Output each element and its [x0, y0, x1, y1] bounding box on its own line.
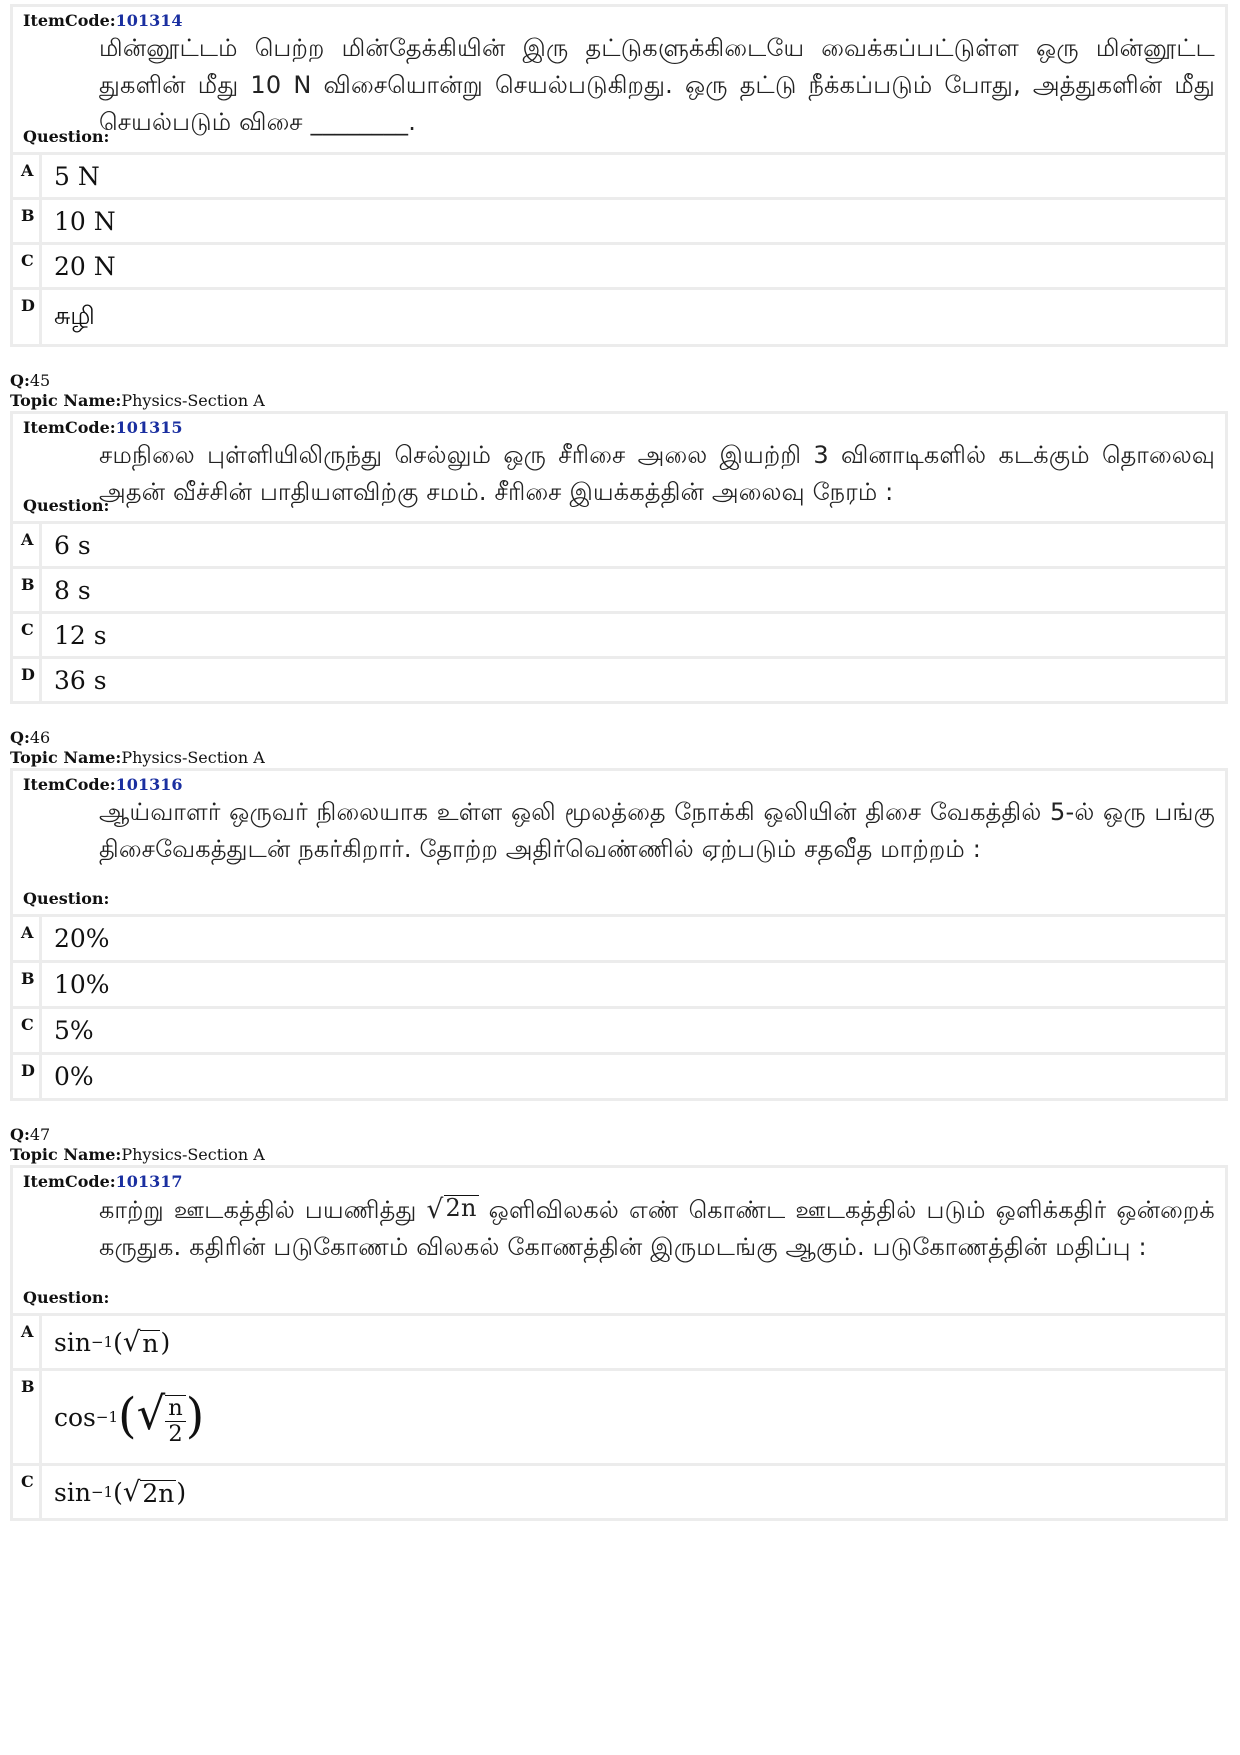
option-a[interactable]: [13, 917, 1225, 960]
option-text: 12 s: [42, 614, 1225, 656]
item-code: 101315: [115, 418, 183, 437]
item-code-line: ItemCode:101317: [13, 1168, 1225, 1191]
option-text: 5 N: [42, 155, 1225, 197]
question-row: [13, 794, 1225, 914]
option-d[interactable]: [13, 1055, 1225, 1098]
item-code-line: ItemCode:101314: [13, 7, 1225, 30]
option-d[interactable]: [13, 659, 1225, 701]
option-letter: A: [13, 524, 39, 566]
question-row: [13, 30, 1225, 152]
option-text: 20%: [42, 917, 1225, 960]
question-row: [13, 437, 1225, 521]
option-letter: B: [13, 963, 39, 1006]
question-block: [10, 4, 1228, 347]
option-letter: B: [13, 200, 39, 242]
option-b[interactable]: [13, 963, 1225, 1006]
question-text: ஆய்வாளர் ஒருவர் நிலையாக உள்ள ஒலி மூலத்தை நோக்கி ஒலியின் திசை வேகத்தில் 5-ல் ஒரு பங்கு திசைவேகத்துடன் நகர்கிறார். தோற்ற அதிர்வெண்ணில் ஏற்படும் சதவீத மாற்றம் :: [99, 798, 1215, 863]
question-number: 46: [29, 728, 51, 747]
option-formula: sin −1 ( √ n ): [42, 1316, 1225, 1368]
question-page: [10, 0, 1228, 1521]
sqrt-expression: √ 2n: [426, 1194, 477, 1225]
question-text: மின்னூட்டம் பெற்ற மின்தேக்கியின் இரு தட்டுகளுக்கிடையே வைக்கப்பட்டுள்ள ஒரு மின்னூட்ட துகளின் மீது 10 N விசையொன்று செயல்படுகிறது. ஒரு தட்டு நீக்கப்படும் போது, அத்துகளின் மீது செயல்படும் விசை ________.: [99, 34, 1215, 136]
question-meta: Q:46 Topic Name:Physics-Section A: [10, 728, 265, 767]
option-letter: A: [13, 155, 39, 197]
option-letter: A: [13, 1316, 39, 1368]
option-c[interactable]: [13, 1466, 1225, 1518]
option-a[interactable]: [13, 524, 1225, 566]
option-b[interactable]: [13, 569, 1225, 611]
question-label: Question:: [23, 127, 110, 146]
option-text: 5%: [42, 1009, 1225, 1052]
option-letter: B: [13, 569, 39, 611]
option-c[interactable]: [13, 245, 1225, 287]
question-meta: Q:45 Topic Name:Physics-Section A: [10, 371, 265, 410]
option-text: 20 N: [42, 245, 1225, 287]
item-code-line: ItemCode:101316: [13, 771, 1225, 794]
item-code-line: ItemCode:101315: [13, 414, 1225, 437]
question-meta: Q:47 Topic Name:Physics-Section A: [10, 1125, 265, 1164]
option-text: சுழி: [42, 290, 1225, 344]
option-letter: B: [13, 1371, 39, 1463]
question-text: காற்று ஊடகத்தில் பயணித்து √ 2n ஒளிவிலகல் எண் கொண்ட ஊடகத்தில் படும் ஒளிக்கதிர் ஒன்றைக் கருதுக. கதிரின் படுகோணம் விலகல் கோணத்தின் இருமடங்கு ஆகும். படுகோணத்தின் மதிப்பு :: [99, 1191, 1215, 1266]
question-number: 45: [29, 371, 51, 390]
option-d[interactable]: [13, 290, 1225, 344]
option-letter: C: [13, 1009, 39, 1052]
option-letter: D: [13, 290, 39, 344]
option-letter: D: [13, 1055, 39, 1098]
topic-name: Physics-Section A: [121, 1145, 265, 1164]
topic-name: Physics-Section A: [121, 391, 265, 410]
option-letter: D: [13, 659, 39, 701]
option-text: 36 s: [42, 659, 1225, 701]
option-formula: cos −1 ( √ $\frac{n}{2}$ ): [42, 1371, 1225, 1463]
question-label: Question:: [23, 1288, 110, 1307]
option-letter: A: [13, 917, 39, 960]
question-label: Question:: [23, 496, 110, 515]
option-text: 0%: [42, 1055, 1225, 1098]
option-text: 6 s: [42, 524, 1225, 566]
option-c[interactable]: [13, 1009, 1225, 1052]
option-letter: C: [13, 1466, 39, 1518]
question-block: [10, 768, 1228, 1101]
option-b[interactable]: [13, 1371, 1225, 1463]
item-code: 101316: [115, 775, 183, 794]
question-text: சமநிலை புள்ளியிலிருந்து செல்லும் ஒரு சீரிசை அலை இயற்றி 3 வினாடிகளில் கடக்கும் தொலைவு அதன் வீச்சின் பாதியளவிற்கு சமம். சீரிசை இயக்கத்தின் அலைவு நேரம் :: [99, 441, 1215, 506]
question-row: [13, 1191, 1225, 1313]
option-a[interactable]: [13, 155, 1225, 197]
option-text: 10 N: [42, 200, 1225, 242]
item-code: 101314: [115, 11, 183, 30]
option-letter: C: [13, 614, 39, 656]
question-number: 47: [29, 1125, 51, 1144]
option-b[interactable]: [13, 200, 1225, 242]
question-block: [10, 1165, 1228, 1521]
question-label: Question:: [23, 889, 110, 908]
topic-name: Physics-Section A: [121, 748, 265, 767]
option-text: 8 s: [42, 569, 1225, 611]
option-c[interactable]: [13, 614, 1225, 656]
question-block: [10, 411, 1228, 704]
option-text: 10%: [42, 963, 1225, 1006]
option-letter: C: [13, 245, 39, 287]
option-a[interactable]: [13, 1316, 1225, 1368]
option-formula: sin −1 ( √ 2n ): [42, 1466, 1225, 1518]
item-code: 101317: [115, 1172, 183, 1191]
